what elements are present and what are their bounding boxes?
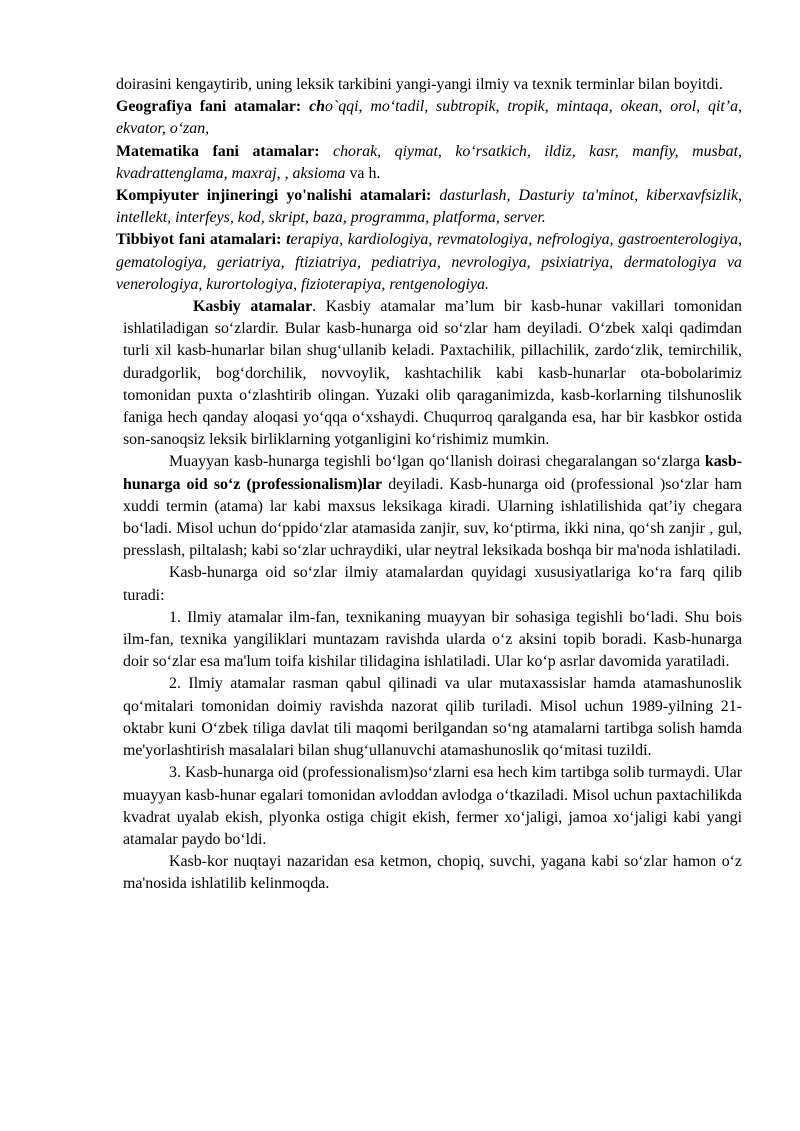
paragraph-math-terms <box>116 141 742 185</box>
paragraph-professional-terms <box>116 296 742 451</box>
professionalism-after: deyiladi. Kasb-hunarga oid (professional )so‘zlar ham xuddi termin (atama) lar kabi maxsus leksikaga kiradi. Ularning ishlatilishida qat’iy chegara bo‘ladi. Misol uchun do‘ppido‘zlar atamasida zanjir, suv, ko‘ptirma, ikki nina, qo‘sh zanjir , gul, presslash, piltalash; kabi so‘zlar uchraydiki, ular neytral leksikada boshqa bir ma'noda ishlatiladi. <box>123 475 742 560</box>
medicine-label: Tibbiyot fani atamalari: <box>116 231 282 249</box>
paragraph-geography-terms <box>116 96 742 140</box>
professionalism-before: Muayyan kasb-hunarga tegishli bo‘lgan qo‘llanish doirasi chegaralangan so‘zlarga <box>169 453 705 471</box>
paragraph-medicine-terms <box>116 229 742 296</box>
professionalism-term: kasb-hunarga oid so‘z (professionalism)lar <box>123 453 742 493</box>
paragraph-point-1: 1. Ilmiy atamalar ilm-fan, texnikaning muayyan bir sohasiga tegishli bo‘ladi. Shu bois ilm-fan, texnika yangiliklari muntazam ravishda ularda o‘z aksini topib boradi. Kasb-hunarga doir so‘zlar esa ma'lum toifa kishilar tilidagina ishlatiladi. Ular ko‘p asrlar davomida yaratiladi. <box>123 608 742 671</box>
computer-label: Kompiyuter injineringi yo'nalishi atamalari: <box>116 187 432 205</box>
computer-terms: dasturlash, Dasturiy ta'minot, kiberxavfsizlik, intellekt, interfeys, kod, skript, baza, programma, platforma, server. <box>116 187 742 227</box>
geography-terms: o`qqi, mo‘tadil, subtropik, tropik, mintaqa, okean, orol, qit’a, ekvator, o‘zan, <box>116 98 742 138</box>
geography-label: Geografiya fani atamalar: <box>116 98 302 116</box>
math-terms: chorak, qiymat, ko‘rsatkich, ildiz, kasr, manfiy, musbat, kvadrattenglama, maxraj, , aksioma <box>116 142 742 182</box>
paragraph-professionalism <box>116 451 742 562</box>
medicine-terms: erapiya, kardiologiya, revmatologiya, nefrologiya, gastroenterologiya, gematologiya, geriatriya, ftiziatriya, pediatriya, nevrologiya, psixiatriya, dermatologiya va venerologiya, kurortologiya, fizioterapiya, rentgenologiya. <box>116 231 742 293</box>
professional-terms-text: . Kasbiy atamalar ma’lum bir kasb-hunar vakillari tomonidan ishlatiladigan so‘zlardir. Bular kasb-hunarga oid so‘zlar ham deyiladi. O‘zbek xalqi qadimdan turli xil kasb-hunarlar bilan shug‘ullanib keladi. Paxtachilik, pillachilik, zardo‘zlik, temirchilik, duradgorlik, bog‘dorchilik, novvoylik, kashtachilik kabi kasb-hunarlar ota-bobolarimiz tomonidan puxta o‘zlashtirib olingan. Yuzaki olib qaraganimizda, kasb-korlarning tilshunoslik faniga hech qanday aloqasi yo‘qqa o‘xshaydi. Chuqurroq qaralganda esa, har bir kasbkor ostida son-sanoqsiz leksik birliklarning yotganligini ko‘rishimiz mumkin. <box>123 298 742 449</box>
paragraph-differences: Kasb-hunarga oid so‘zlar ilmiy atamalardan quyidagi xususiyatlariga ko‘ra farq qilib turadi: <box>123 564 742 604</box>
medicine-term-bold: t <box>286 231 291 249</box>
paragraph-conclusion: Kasb-kor nuqtayi nazaridan esa ketmon, chopiq, suvchi, yagana kabi so‘zlar hamon o‘z ma'nosida ishlatilib kelinmoqda. <box>123 853 742 893</box>
paragraph-point-3: 3. Kasb-hunarga oid (professionalism)so‘zlarni esa hech kim tartibga solib turmaydi. Ular muayyan kasb-hunar egalari tomonidan avloddan avlodga o‘tkaziladi. Misol uchun paxtachilikda kvadrat uyalab ekish, plyonka ostiga chigit ekish, fermer xo‘jaligi, jamoa xo‘jaligi kabi yangi atamalar paydo bo‘ldi. <box>123 764 742 848</box>
geography-term-bold: ch <box>309 98 325 116</box>
paragraph-computer-terms <box>116 185 742 229</box>
math-label: Matematika fani atamalar: <box>116 142 320 160</box>
paragraph-point-2: 2. Ilmiy atamalar rasman qabul qilinadi va ular mutaxassislar hamda atamashunoslik qo‘mitalari tomonidan doimiy ravishda nazorat qilib turiladi. Misol uchun 1989-yilning 21-oktabr kuni O‘zbek tiliga davlat tili maqomi berilgandan so‘ng atamalarni tartibga solish hamda me'yorlashtirish masalalari bilan shug‘ullanuvchi atamashunoslik qo‘mitasi tuzildi. <box>123 675 742 760</box>
professional-terms-label: Kasbiy atamalar <box>193 298 313 316</box>
paragraph-intro: doirasini kengaytirib, uning leksik tarkibini yangi-yangi ilmiy va texnik terminlar bilan boyitdi. <box>116 76 723 93</box>
document-page <box>116 74 742 896</box>
math-tail: va h. <box>345 164 381 182</box>
